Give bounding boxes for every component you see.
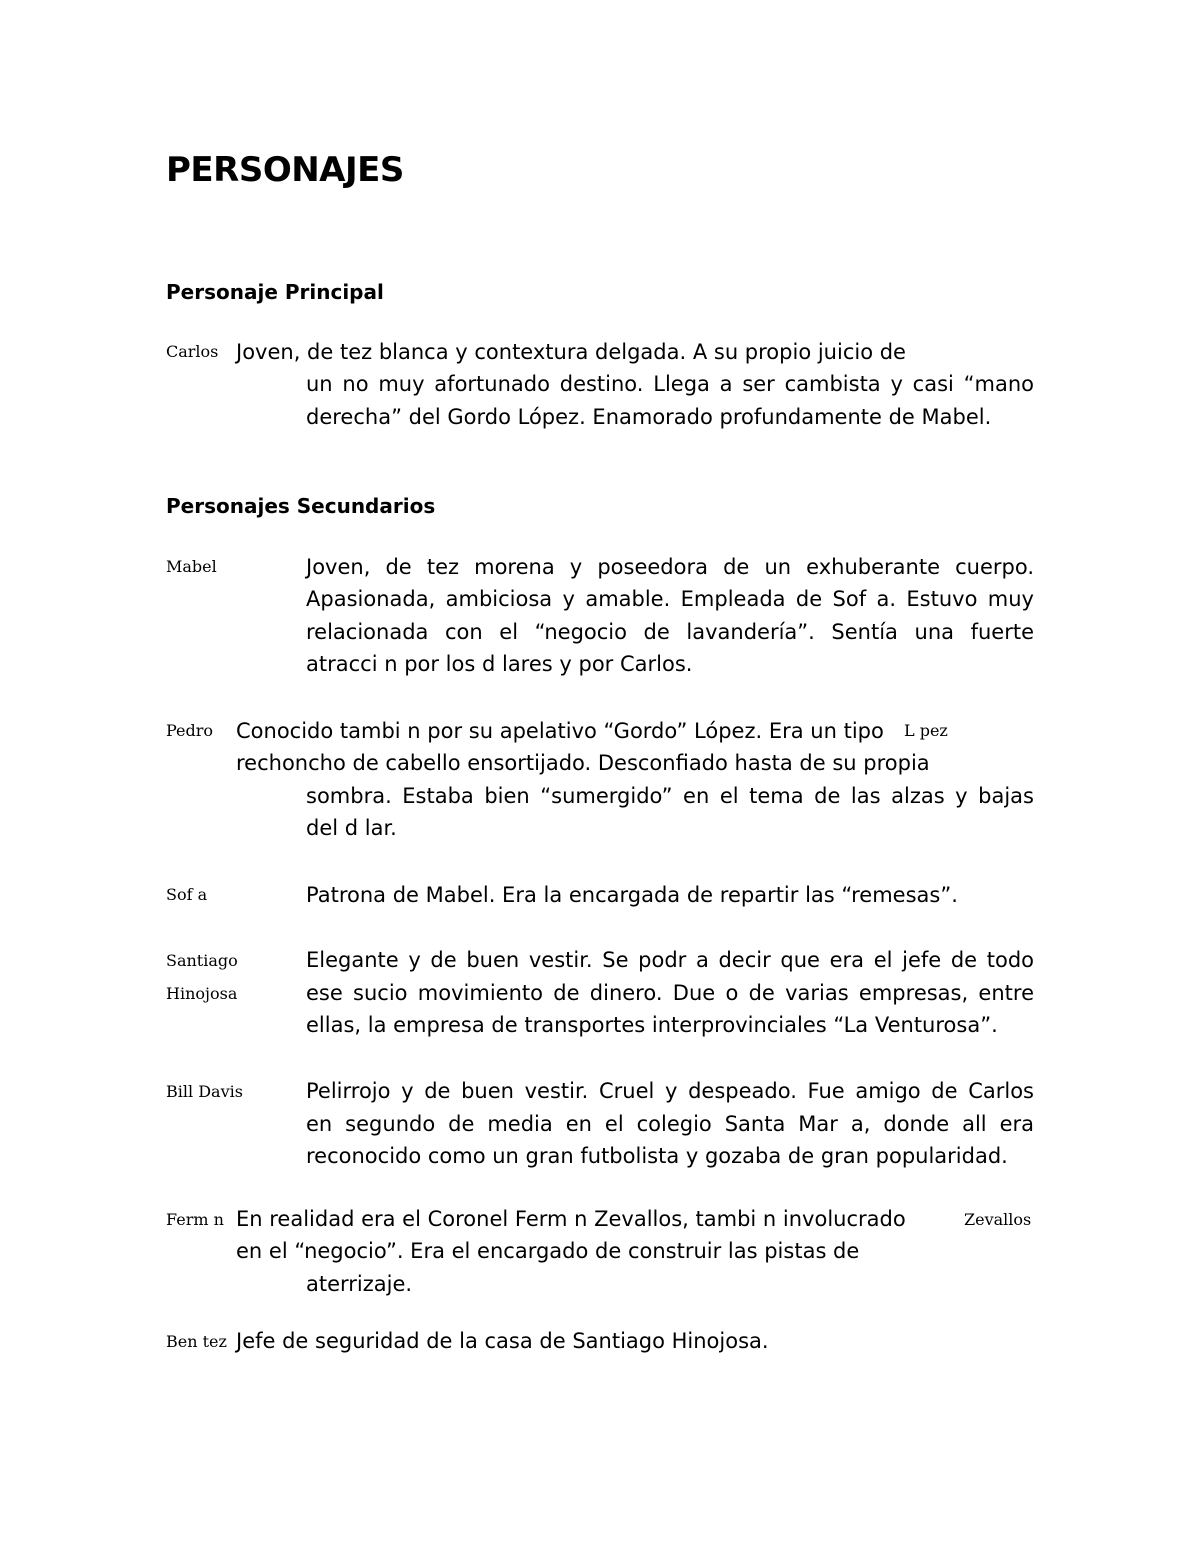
pedro-description-line-4: del d lar.	[306, 816, 397, 840]
bill-description-line-3: reconocido como un gran futbolista y gozaba de gran popularidad.	[306, 1144, 1008, 1168]
character-name-carlos: Carlos	[166, 342, 219, 361]
mabel-description-line-2: Apasionada, ambiciosa y amable. Empleada de Sof a. Estuvo muy	[306, 587, 1034, 611]
fermin-description-line-3: aterrizaje.	[306, 1272, 413, 1296]
santiago-description-line-2: ese sucio movimiento de dinero. Due o de varias empresas, entre	[306, 981, 1034, 1005]
character-surname-zevallos: Zevallos	[964, 1210, 1032, 1229]
fermin-description-line-1: En realidad era el Coronel Ferm n Zevallos, tambi n involucrado	[236, 1207, 906, 1231]
bill-description-line-1: Pelirrojo y de buen vestir. Cruel y despeado. Fue amigo de Carlos	[306, 1079, 1034, 1103]
section-heading-principal: Personaje Principal	[166, 280, 384, 304]
character-surname-lopez: L pez	[904, 721, 948, 740]
character-surname-hinojosa: Hinojosa	[166, 984, 238, 1003]
carlos-description-line-2: un no muy afortunado destino. Llega a ser cambista y casi “mano	[306, 372, 1034, 396]
mabel-description-line-4: atracci n por los d lares y por Carlos.	[306, 652, 693, 676]
sofia-description-line-1: Patrona de Mabel. Era la encargada de repartir las “remesas”.	[306, 883, 958, 907]
character-name-benitez: Ben tez	[166, 1332, 227, 1351]
mabel-description-line-3: relacionada con el “negocio de lavandería”. Sentía una fuerte	[306, 620, 1034, 644]
pedro-description-line-3: sombra. Estaba bien “sumergido” en el tema de las alzas y bajas	[306, 784, 1034, 808]
santiago-description-line-3: ellas, la empresa de transportes interprovinciales “La Venturosa”.	[306, 1013, 998, 1037]
character-name-fermin: Ferm n	[166, 1210, 224, 1229]
benitez-description-line-1: Jefe de seguridad de la casa de Santiago Hinojosa.	[236, 1329, 769, 1353]
character-name-bill-davis: Bill Davis	[166, 1082, 243, 1101]
carlos-description-line-1: Joven, de tez blanca y contextura delgada. A su propio juicio de	[236, 340, 906, 364]
fermin-description-line-2: en el “negocio”. Era el encargado de construir las pistas de	[236, 1239, 860, 1263]
character-name-pedro: Pedro	[166, 721, 214, 740]
santiago-description-line-1: Elegante y de buen vestir. Se podr a decir que era el jefe de todo	[306, 948, 1034, 972]
pedro-description-line-1: Conocido tambi n por su apelativo “Gordo” López. Era un tipo	[236, 719, 884, 743]
carlos-description-line-3: derecha” del Gordo López. Enamorado profundamente de Mabel.	[306, 405, 992, 429]
mabel-description-line-1: Joven, de tez morena y poseedora de un exhuberante cuerpo.	[306, 555, 1034, 579]
pedro-description-line-2: rechoncho de cabello ensortijado. Desconfiado hasta de su propia	[236, 751, 930, 775]
section-heading-secundarios: Personajes Secundarios	[166, 494, 436, 518]
character-name-mabel: Mabel	[166, 557, 217, 576]
character-name-sofia: Sof a	[166, 885, 208, 904]
page-title: PERSONAJES	[166, 150, 404, 190]
character-name-santiago: Santiago	[166, 951, 238, 970]
bill-description-line-2: en segundo de media en el colegio Santa Mar a, donde all era	[306, 1112, 1034, 1136]
